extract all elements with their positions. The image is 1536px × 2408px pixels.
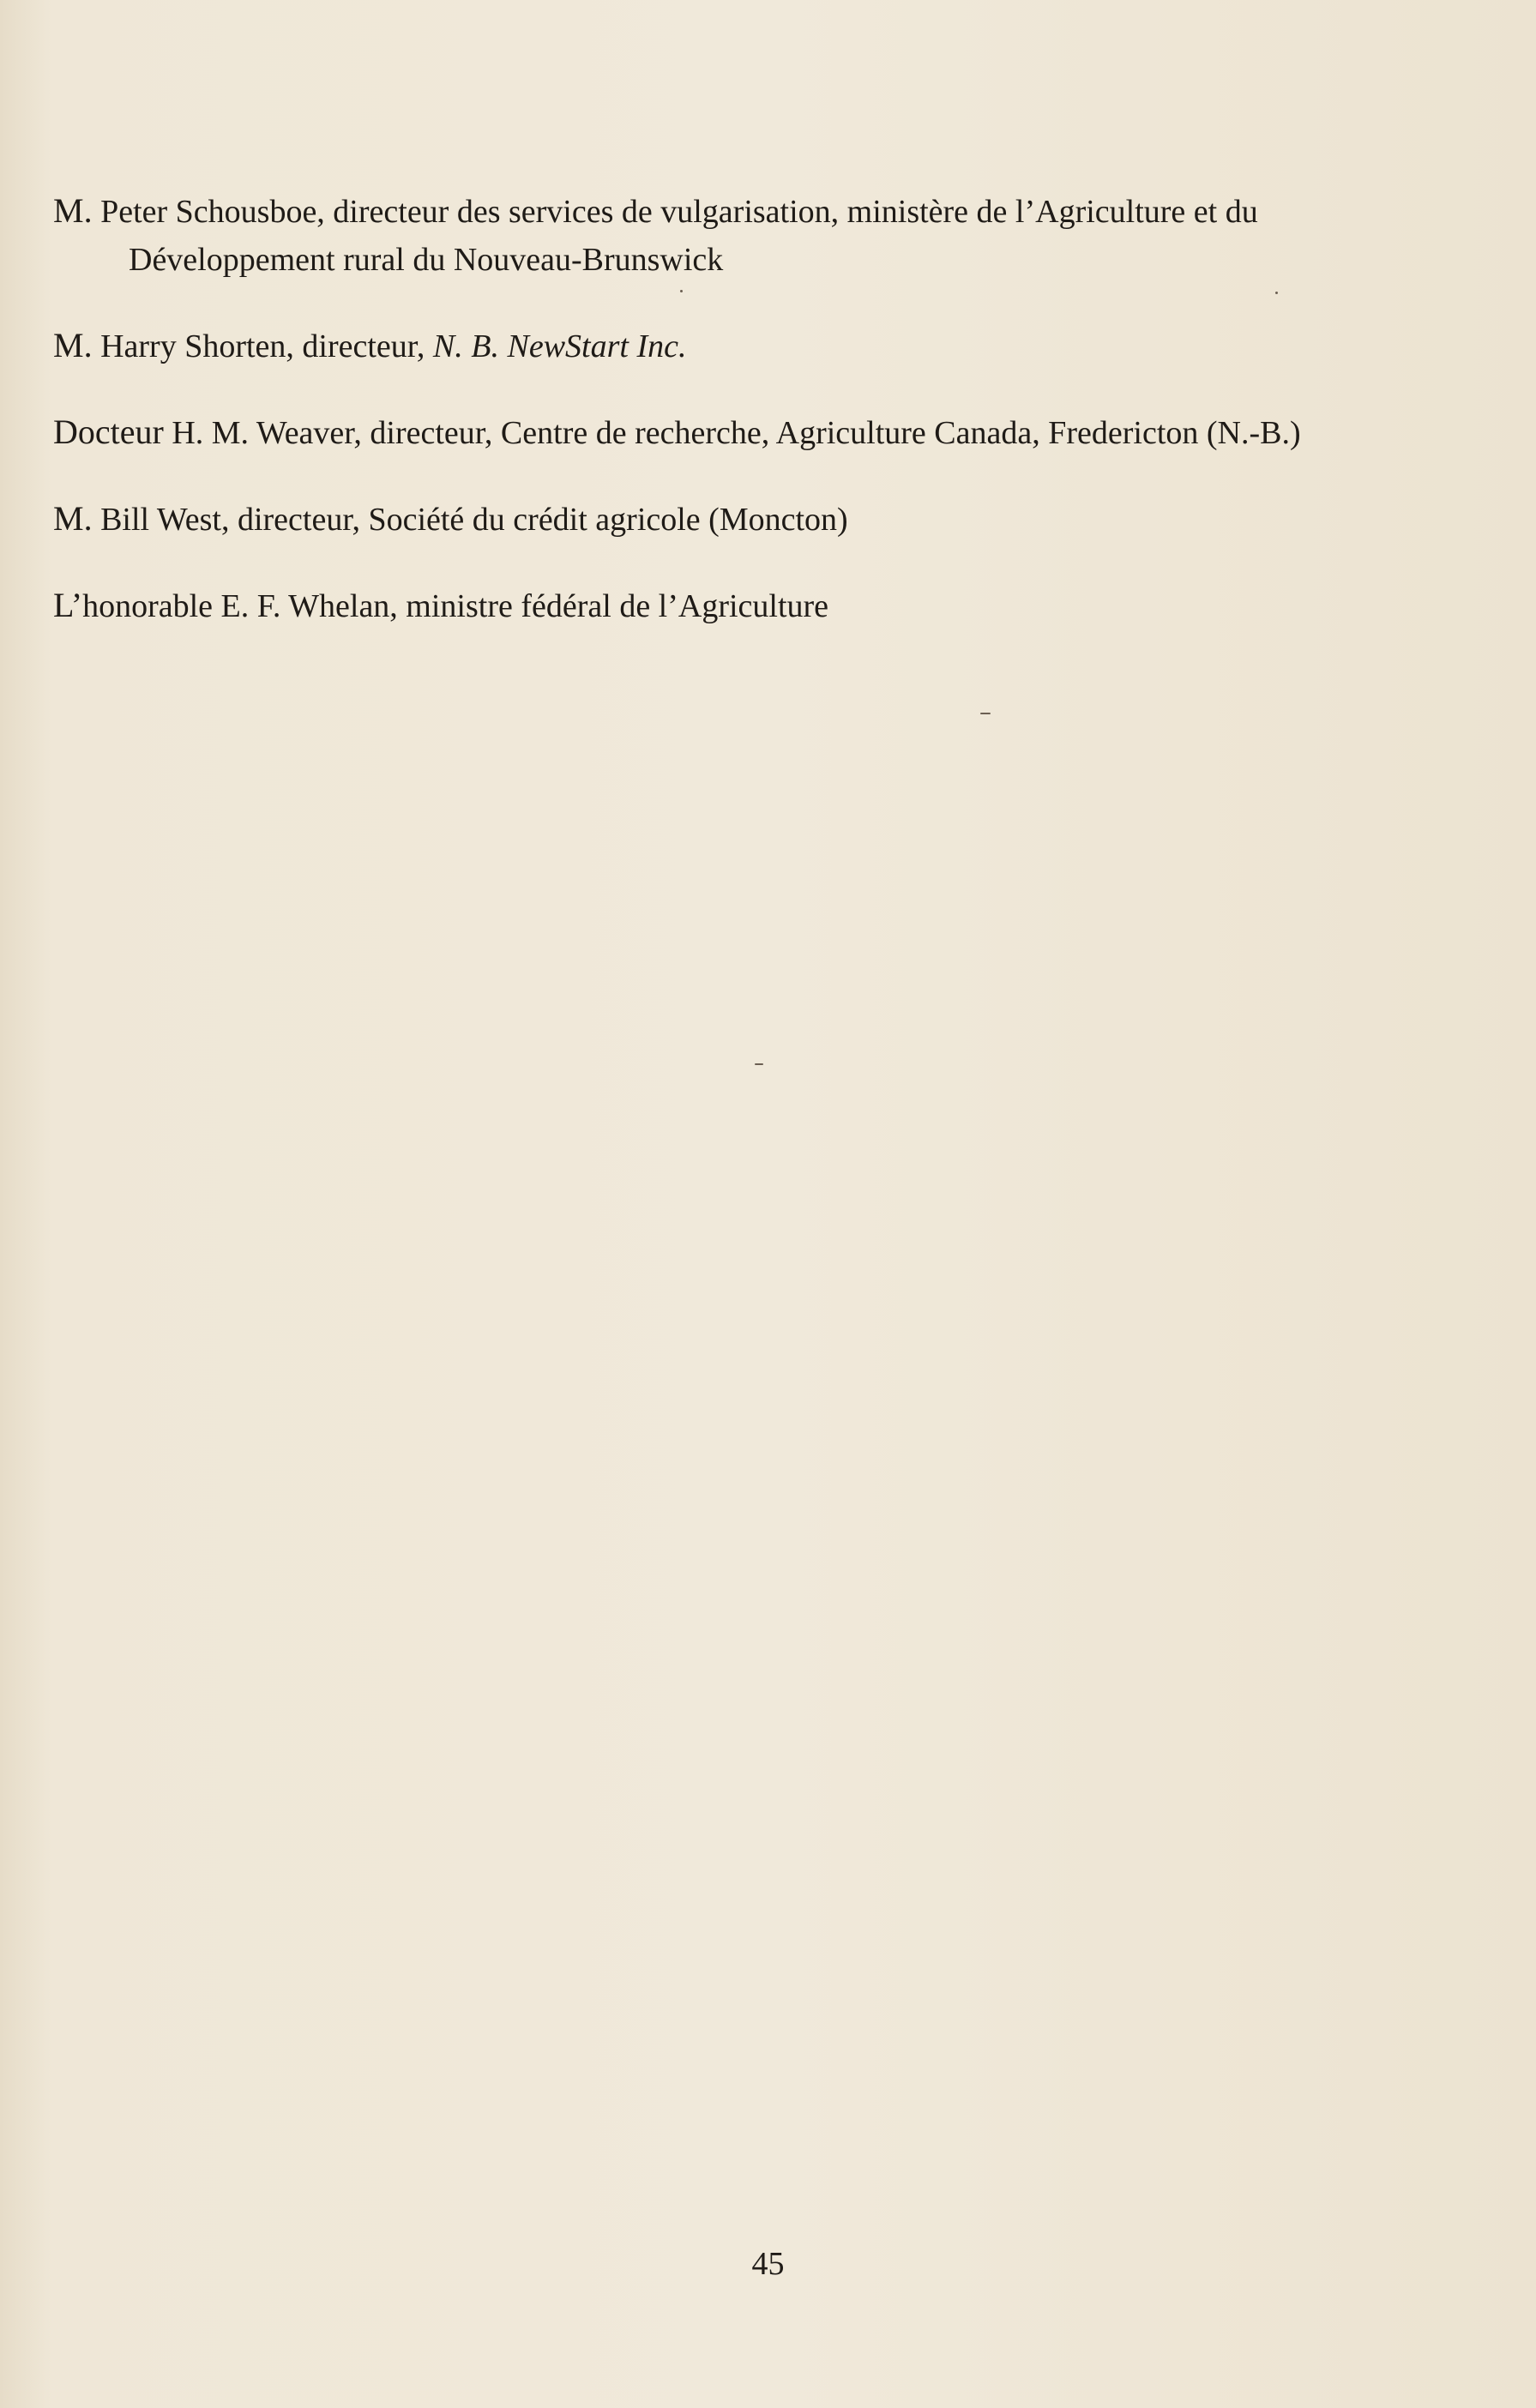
entry-text: Peter Schousboe, directeur des services de vulgarisation, ministère de l’Agriculture et du Développement rural du Nouveau-Brunswick <box>92 194 1258 278</box>
entry-title: M. <box>53 326 93 364</box>
list-item <box>53 581 1460 630</box>
paper-speck <box>755 1063 763 1065</box>
paper-speck <box>680 290 683 292</box>
paper-speck <box>980 713 991 714</box>
entry-title: L’ <box>53 586 83 624</box>
entry-text: H. M. Weaver, directeur, Centre de recherche, Agriculture Canada, Fredericton (N.-B.) <box>163 415 1301 451</box>
organization-name: N. B. NewStart Inc. <box>432 328 687 364</box>
list-item <box>53 322 1460 370</box>
list-item <box>53 408 1460 457</box>
entry-title: Docteur <box>53 412 164 451</box>
witness-list <box>53 154 1460 668</box>
entry-title: M. <box>53 191 93 230</box>
list-item <box>53 495 1460 544</box>
entry-text: honorable E. F. Whelan, ministre fédéral de l’Agriculture <box>82 588 829 624</box>
paper-speck <box>1275 292 1278 294</box>
page-number: 45 <box>751 2246 785 2282</box>
entry-text: Bill West, directeur, Société du crédit agricole (Moncton) <box>92 502 848 538</box>
entry-text: Harry Shorten, directeur, <box>92 328 433 364</box>
entry-title: M. <box>53 499 93 538</box>
list-item <box>53 187 1460 284</box>
